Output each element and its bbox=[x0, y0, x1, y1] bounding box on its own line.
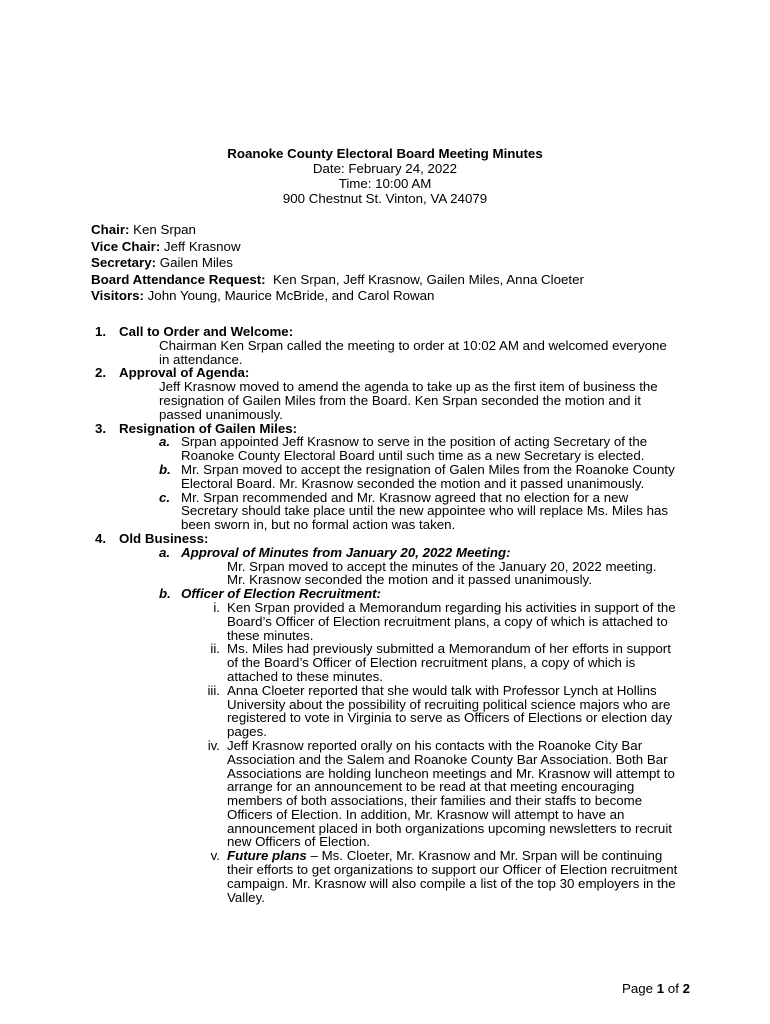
document-title: Roanoke County Electoral Board Meeting Minutes bbox=[227, 146, 543, 161]
vice-chair-value: Jeff Krasnow bbox=[160, 238, 241, 254]
chair-value: Ken Srpan bbox=[129, 222, 196, 237]
sub-item bbox=[0, 491, 681, 532]
item-title: Call to Order and Welcome: bbox=[119, 324, 294, 339]
roman-numeral: i. bbox=[213, 599, 220, 615]
roman-item-text: Jeff Krasnow reported orally on his contacts with the Roanoke City Bar Association and the Salem and Roanoke County Bar Association. Both Bar Associations are holding luncheon meetings and Mr. Krasnow will attempt to arrange for an announcement to be read at that meeting encouraging members of both associations, their families and their staffs to become Officers of Election. In addition, Mr. Krasnow will attempt to have an announcement placed in both organizations upcoming newsletters to recruit new Officers of Election. bbox=[227, 737, 675, 850]
sub-item-text: Mr. Srpan moved to accept the resignation of Galen Miles from the Roanoke County Electoral Board. Mr. Krasnow seconded the motion and it passed unanimously. bbox=[181, 461, 675, 491]
secretary-line bbox=[91, 256, 731, 273]
sub-item-text: Mr. Srpan recommended and Mr. Krasnow agreed that no election for a new Secretary should take place until the new appointee who will replace Ms. Miles has been sworn in, but no formal action was taken. bbox=[181, 489, 669, 533]
meeting-time: Time: 10:00 AM bbox=[338, 176, 432, 191]
item-title: Resignation of Gailen Miles: bbox=[119, 420, 298, 436]
visitors-value: John Young, Maurice McBride, and Carol Rowan bbox=[143, 288, 435, 303]
sub-item-title: Approval of Minutes from January 20, 2022 Meeting: bbox=[181, 544, 511, 560]
visitors-label: Visitors: bbox=[91, 288, 144, 303]
sub-item-letter: a. bbox=[159, 434, 171, 450]
attendance-value: Ken Srpan, Jeff Krasnow, Gailen Miles, Anna Cloeter bbox=[265, 271, 584, 287]
item-title: Approval of Agenda: bbox=[119, 365, 250, 381]
agenda-item-resignation bbox=[0, 422, 679, 436]
roman-numeral: v. bbox=[210, 848, 220, 864]
page-number: 1 bbox=[656, 981, 665, 996]
roman-item-text: Ken Srpan provided a Memorandum regarding his activities in support of the Board’s Officer of Election recruitment plans, a copy of which is attached to these minutes. bbox=[227, 599, 676, 643]
vice-chair-label: Vice Chair: bbox=[91, 238, 161, 254]
visitors-line bbox=[91, 289, 731, 306]
roman-item bbox=[0, 849, 682, 904]
meeting-address: 900 Chestnut St. Vinton, VA 24079 bbox=[282, 191, 488, 206]
meeting-date: Date: February 24, 2022 bbox=[312, 161, 458, 176]
sub-item bbox=[0, 463, 681, 491]
roman-numeral: iii. bbox=[207, 682, 220, 698]
item-text: Chairman Ken Srpan called the meeting to order at 10:02 AM and welcomed everyone in attendance. bbox=[159, 337, 667, 367]
roman-item-text: Ms. Miles had previously submitted a Memorandum of her efforts in support of the Board’s Officer of Election recruitment plans, a copy of which is attached to these minutes. bbox=[227, 641, 671, 684]
page-footer bbox=[600, 982, 690, 996]
roman-item bbox=[0, 642, 682, 683]
roman-item-text: – Ms. Cloeter, Mr. Krasnow and Mr. Srpan will be continuing their efforts to get organizations to support our Officer of Election recruitment campaign. Mr. Krasnow will also compile a list of the top 30 employers in the Valley. bbox=[227, 848, 678, 905]
sub-item-text: Srpan appointed Jeff Krasnow to serve in the position of acting Secretary of the Roanoke County Electoral Board until such time as a new Secretary is elected. bbox=[181, 434, 648, 464]
item-number: 3. bbox=[95, 420, 107, 436]
of-word: of bbox=[664, 981, 683, 996]
agenda-item-old-business bbox=[0, 532, 679, 546]
secretary-value: Gailen Miles bbox=[156, 255, 233, 270]
roman-item-text: Anna Cloeter reported that she would talk with Professor Lynch at Hollins University about the possibility of recruiting political science majors who are registered to vote in Virginia to serve as Officers of Elections or election day pages. bbox=[227, 682, 673, 740]
sub-item-title: Officer of Election Recruitment: bbox=[181, 586, 381, 602]
sub-item-letter: b. bbox=[159, 461, 171, 477]
sub-item bbox=[0, 435, 681, 463]
item-title: Old Business: bbox=[119, 530, 209, 546]
secretary-label: Secretary: bbox=[91, 255, 157, 270]
document-header bbox=[0, 147, 770, 207]
item-number: 1. bbox=[95, 324, 107, 339]
sub-item-letter: c. bbox=[159, 489, 171, 505]
sub-item-text: Mr. Srpan moved to accept the minutes of the January 20, 2022 meeting. Mr. Krasnow seconded the motion and it passed unanimously. bbox=[227, 558, 657, 588]
minutes-body bbox=[0, 325, 770, 904]
roman-item-title: Future plans bbox=[227, 848, 307, 864]
chair-line bbox=[91, 223, 731, 240]
sub-item bbox=[0, 587, 681, 601]
sub-item-letter: b. bbox=[159, 586, 171, 602]
agenda-item-call-to-order bbox=[0, 325, 679, 339]
chair-label: Chair: bbox=[91, 222, 130, 237]
roman-item bbox=[0, 601, 682, 642]
roman-numeral: iv. bbox=[207, 737, 220, 753]
item-text: Jeff Krasnow moved to amend the agenda to take up as the first item of business the resignation of Gailen Miles from the Board. Ken Srpan seconded the motion and it passed unanimously. bbox=[159, 379, 658, 422]
sub-item-letter: a. bbox=[159, 544, 171, 560]
roles-block bbox=[91, 223, 731, 306]
roman-numeral: ii. bbox=[210, 641, 220, 657]
item-number: 2. bbox=[95, 365, 107, 381]
sub-item bbox=[0, 546, 681, 560]
page-word: Page bbox=[621, 981, 657, 996]
agenda-item-approval-of-agenda bbox=[0, 366, 679, 380]
page-total: 2 bbox=[682, 981, 690, 996]
roman-item bbox=[0, 739, 682, 849]
vice-chair-line bbox=[91, 240, 731, 257]
attendance-label: Board Attendance Request: bbox=[91, 271, 266, 287]
attendance-line bbox=[91, 273, 731, 290]
roman-item bbox=[0, 684, 682, 739]
item-number: 4. bbox=[95, 530, 107, 546]
